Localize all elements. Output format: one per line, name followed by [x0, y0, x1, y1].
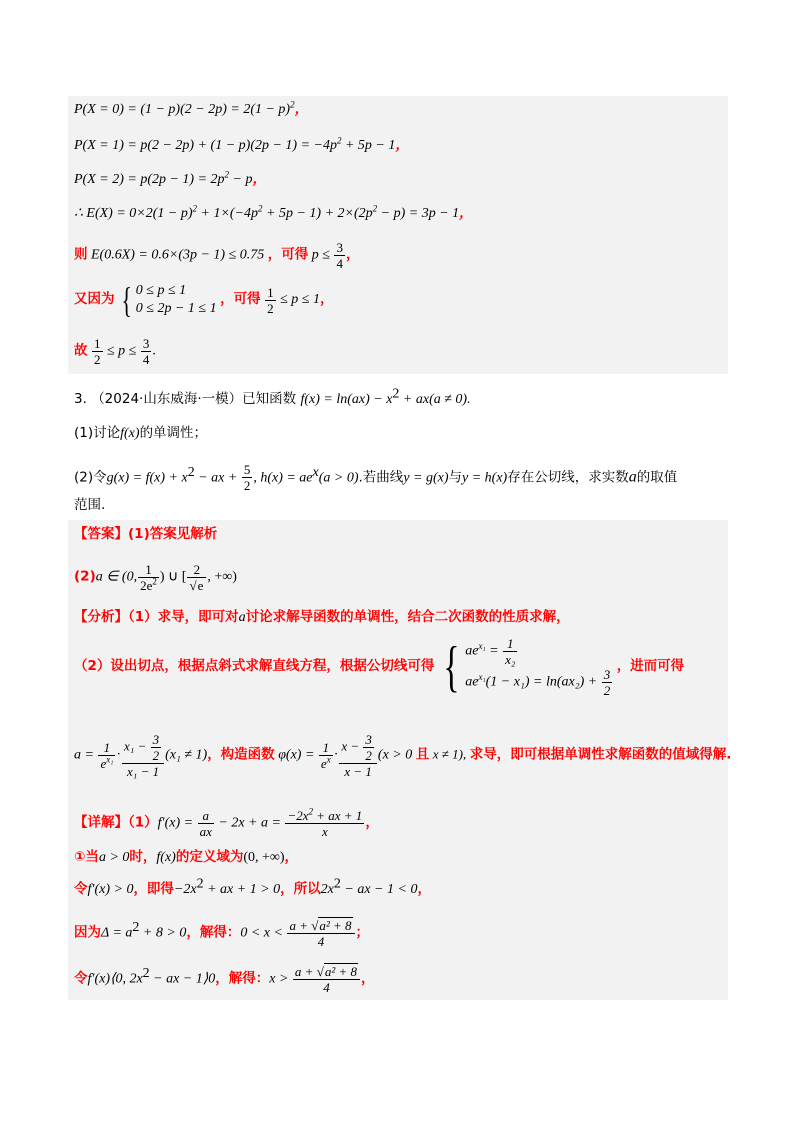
detail-line-3: 令f′(x) > 0，即得$-2x^2$ + ax + 1 > 0，所以$2x^2$ − ax − 1 < 0，	[74, 876, 431, 897]
analysis-line-3: a = $\frac{1}{e^{x_1}}$ · x₁ − $\frac{3}{2}$ x₁ − 1 (x₁ ≠ 1)，构造函数 φ(x) = $\frac{1}{e^x}$ · x − $\frac{3}{2}$ x − 1 (x > 0 且 x ≠ 1), 求导，即可根据单调性求解函数的值域得解.	[74, 732, 732, 779]
detail-line-1: 【详解】（1）f′(x) = $\frac{a}{ax}$ − 2x + a = $\frac{-2x^2 + ax + 1}{x}$ ，	[74, 806, 379, 839]
fraction-three-quarters: $\frac{3}{4}$	[336, 240, 343, 271]
question-3-part-2: (2)令$g(x) = f(x) + x^2$ − ax + $\frac{5}{2}$ , $h(x) = ae^x(a > 0)$.若曲线y = g(x)与y = h(x)存在公切线，求实数a的取值	[74, 462, 678, 493]
fraction-derivative: $\frac{-2x^2 + ax + 1}{x}$	[287, 806, 363, 839]
answer-part-2: (2)a ∈ (0, $\frac{1}{2e^2}$ ) ∪ [ $\frac{2}{√e}$ , +∞)	[74, 562, 237, 593]
inequality-line: 则 E(0.6X) = 0.6×(3p − 1) ≤ 0.75 ，可得 p ≤ $\frac{3}{4}$ ，	[74, 240, 360, 271]
answer-part-1: 【答案】(1)答案见解析	[74, 526, 218, 542]
left-brace: {	[121, 280, 132, 320]
detail-line-5: 令f′(x)⟨0, $2x^2$ − ax − 1⟩0，解得：x > $\frac{\text{a + √a² + 8}}{4}$ ，	[74, 964, 375, 995]
fraction-one-half-2: $\frac{1}{2}$	[94, 336, 101, 367]
fraction-x: x − $\frac{3}{2}$ x − 1	[339, 732, 377, 779]
question-3-part-1: (1)讨论f(x)的单调性；	[74, 425, 208, 441]
fraction-three-quarters-2: $\frac{3}{4}$	[142, 336, 150, 367]
constraint-system: 0 ≤ p ≤ 1 0 ≤ 2p − 1 ≤ 1	[135, 283, 217, 316]
prob-x2-line: $P(X = 2) = p(2p - 1) = 2p^2 - p$，	[74, 169, 266, 187]
fraction-x1: x₁ − $\frac{3}{2}$ x₁ − 1	[122, 732, 164, 779]
fraction-one-half: $\frac{1}{2}$	[267, 284, 274, 316]
tangent-system: $ae^{x_1}$ = $\frac{1}{\text{x₂}}$ $ae^{x_1}(1 - x_1) = \ln(ax_2)$ + $\frac{3}{2}$	[465, 636, 611, 698]
analysis-line-1: 【分析】（1）求导，即可对a讨论求解导函数的单调性，结合二次函数的性质求解，	[74, 609, 570, 625]
prob-x0-line: $P(X = 0) = (1 - p)(2 - 2p) = 2(1 - p)^2$，	[74, 99, 309, 117]
fraction-1-over-ex1: $\frac{1}{e^{x_1}}$	[100, 740, 114, 771]
detail-line-2: ①当a > 0时，f(x)的定义域为(0, +∞)，	[74, 849, 299, 865]
fraction-five-halves: $\frac{5}{2}$	[243, 462, 251, 493]
left-brace-2: {	[443, 636, 460, 698]
conclusion-line: 故 $\frac{1}{2}$ ≤ p ≤ $\frac{3}{4}$ .	[74, 336, 156, 367]
fraction-a-over-ax: $\frac{a}{ax}$	[199, 808, 212, 839]
constraint-line: 又因为 { 0 ≤ p ≤ 1 0 ≤ 2p − 1 ≤ 1 ，可得 $\frac{1}{2}$ ≤ p ≤ 1，	[74, 280, 334, 320]
prob-x1-line: $P(X = 1) = p(2 - 2p) + (1 - p)(2p - 1) = -4p^2 + 5p - 1$，	[74, 135, 409, 153]
expectation-line: ∴ $E(X) = 0\times 2(1 - p)^2 + 1\times(-4p^2 + 5p - 1) + 2\times(2p^2 - p) = 3p - 1$，	[74, 203, 473, 221]
question-3-part-2-cont: 范围.	[74, 497, 106, 513]
fraction-2-over-sqrt-e: $\frac{2}{√e}$	[187, 562, 206, 593]
analysis-line-2: （2）设出切点，根据点斜式求解直线方程，根据公切线可得 { $ae^{x_1}$ = $\frac{1}{\text{x₂}}$ $ae^{x_1}(1 - x_1) = \ln(ax_2)$ + $\frac{3}{2}$ ，进而可得	[74, 636, 685, 698]
fraction-1-over-ex: $\frac{1}{e^x}$	[320, 740, 331, 771]
fraction-root-1: $\frac{\text{a + √a² + 8}}{4}$	[287, 918, 354, 949]
fraction-1-over-2e2: $\frac{1}{2e^2}$	[140, 562, 157, 593]
question-3-stem: 3. （2024·山东威海·一模）已知函数 $f(x) = \ln(ax) - x^2 + ax(a \ne 0)$.	[74, 386, 471, 407]
fraction-root-2: $\frac{\text{a + √a² + 8}}{4}$	[293, 964, 360, 995]
detail-line-4: 因为$\Delta = a^2 + 8 > 0$，解得：0 < x < $\frac{\text{a + √a² + 8}}{4}$ ；	[74, 918, 370, 949]
